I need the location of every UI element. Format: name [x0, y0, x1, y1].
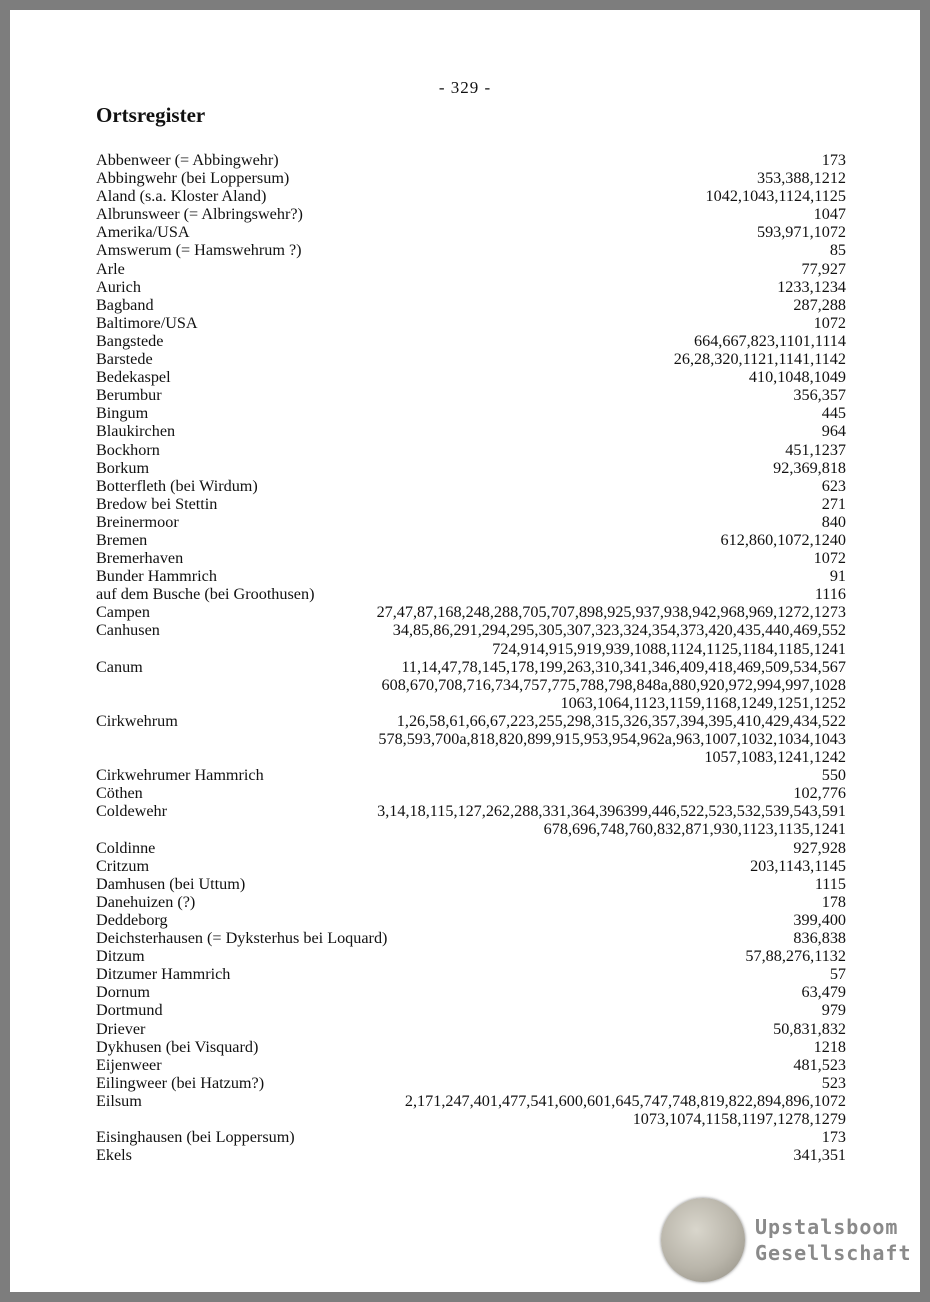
- place-name: Bockhorn: [96, 440, 160, 459]
- place-name: Canum: [96, 657, 143, 676]
- page-refs: 1218: [813, 1037, 846, 1056]
- page-refs: 356,357: [793, 386, 846, 405]
- page-refs: 271: [821, 494, 846, 513]
- page-refs: 523: [821, 1073, 846, 1092]
- index-entry: [96, 965, 846, 983]
- index-entry: [96, 223, 846, 241]
- place-name: Albrunsweer (= Albringswehr?): [96, 205, 303, 224]
- page-refs: 964: [821, 422, 846, 441]
- place-name: Eilsum: [96, 1091, 142, 1110]
- index-entry: [96, 549, 846, 567]
- logo-text: [755, 1214, 912, 1266]
- place-name: Cirkwehrumer Hammrich: [96, 766, 264, 785]
- place-name: Bagband: [96, 295, 154, 314]
- index-entry: [96, 875, 846, 893]
- place-name: Abbenweer (= Abbingwehr): [96, 151, 279, 169]
- index-entry: [96, 1146, 846, 1164]
- place-name: Botterfleth (bei Wirdum): [96, 476, 258, 495]
- page-refs: 445: [821, 404, 846, 423]
- page-refs: 1116: [814, 585, 846, 604]
- index-entry: [96, 260, 846, 278]
- page-refs: 410,1048,1049: [748, 368, 846, 387]
- place-name: Aland (s.a. Kloster Aland): [96, 187, 267, 206]
- seal-icon: [661, 1198, 745, 1282]
- index-entry: [96, 784, 846, 802]
- index-entry: [96, 603, 846, 621]
- page-refs: 623: [821, 476, 846, 495]
- place-name: Abbingwehr (bei Loppersum): [96, 169, 290, 188]
- page-refs-continued: 1073,1074,1158,1197,1278,1279: [632, 1109, 846, 1128]
- place-name: Dornum: [96, 983, 150, 1002]
- place-name: Cöthen: [96, 784, 143, 803]
- place-name: Coldewehr: [96, 802, 168, 821]
- index-entry: [96, 386, 846, 404]
- logo-line-1: Upstalsboom: [755, 1215, 899, 1239]
- place-name: Blaukirchen: [96, 422, 176, 441]
- page-refs: 50,831,832: [773, 1019, 846, 1038]
- index-entry: [96, 531, 846, 549]
- place-name: Barstede: [96, 350, 153, 369]
- place-name: Dykhusen (bei Visquard): [96, 1037, 259, 1056]
- index-entry: [96, 1020, 846, 1038]
- page-refs-continued: 1057,1083,1241,1242: [704, 748, 846, 767]
- page-refs: 91: [829, 567, 846, 586]
- place-name: Arle: [96, 259, 125, 278]
- page-refs: 979: [821, 1001, 846, 1020]
- place-name: Deichsterhausen (= Dyksterhus bei Loquard): [96, 929, 388, 948]
- page-refs: 341,351: [793, 1146, 846, 1165]
- page-refs: 1042,1043,1124,1125: [705, 187, 846, 206]
- place-name: Campen: [96, 603, 150, 622]
- index-entry: [96, 1074, 846, 1092]
- index-entry: [96, 1001, 846, 1019]
- page-refs-continued: 578,593,700a,818,820,899,915,953,954,962a,963,1007,1032,1034,1043: [378, 730, 846, 748]
- index-entry: [96, 278, 846, 296]
- index-entry: [96, 459, 846, 477]
- index-entry: [96, 169, 846, 187]
- place-name: Driever: [96, 1019, 146, 1038]
- page-refs: 34,85,86,291,294,295,305,307,323,324,354,373,420,435,440,469,552: [392, 621, 846, 640]
- place-name: Bremen: [96, 530, 148, 549]
- place-name: Critzum: [96, 856, 150, 875]
- page-refs: 11,14,47,78,145,178,199,263,310,341,346,409,418,469,509,534,567: [401, 657, 846, 676]
- index-entry: [96, 1038, 846, 1056]
- index-entry: [96, 151, 846, 169]
- place-name: Coldinne: [96, 838, 156, 857]
- index-entry: [96, 477, 846, 495]
- place-name: Breinermoor: [96, 512, 179, 531]
- index-entry: [96, 404, 846, 422]
- page-refs: 1233,1234: [777, 277, 846, 296]
- place-name: Amswerum (= Hamswehrum ?): [96, 241, 302, 260]
- place-name: Bingum: [96, 404, 149, 423]
- page-refs: 593,971,1072: [756, 223, 846, 242]
- place-name: Deddeborg: [96, 910, 168, 929]
- page-refs: 1047: [813, 205, 846, 224]
- index-entry: [96, 621, 846, 639]
- index-entry: [96, 893, 846, 911]
- index-entry: [96, 802, 846, 820]
- place-name: Eilingweer (bei Hatzum?): [96, 1073, 265, 1092]
- index-entry: [96, 495, 846, 513]
- page-refs-continued: 608,670,708,716,734,757,775,788,798,848a,880,920,972,994,997,1028: [381, 675, 846, 694]
- place-name: Dortmund: [96, 1001, 163, 1020]
- index-entry: [96, 296, 846, 314]
- page-refs: 203,1143,1145: [750, 856, 846, 875]
- page-refs: 836,838: [793, 929, 846, 948]
- place-name: Borkum: [96, 458, 150, 477]
- place-name: Ditzumer Hammrich: [96, 965, 231, 984]
- place-name: Damhusen (bei Uttum): [96, 874, 246, 893]
- page-refs: 27,47,87,168,248,288,705,707,898,925,937,938,942,968,969,1272,1273: [376, 603, 846, 622]
- page-refs: 173: [821, 151, 846, 169]
- page-refs: 399,400: [793, 910, 846, 929]
- place-name: Bremerhaven: [96, 549, 184, 568]
- place-name: Bredow bei Stettin: [96, 494, 218, 513]
- page-refs: 178: [821, 892, 846, 911]
- page-frame: [10, 10, 920, 1292]
- index-entry: [96, 368, 846, 386]
- place-name: Aurich: [96, 277, 141, 296]
- index-entry: [96, 585, 846, 603]
- index-entry: [96, 205, 846, 223]
- index-entry: [96, 567, 846, 585]
- index-entry: [96, 766, 846, 784]
- index-entry: [96, 712, 846, 730]
- page-refs: 1072: [813, 313, 846, 332]
- page-refs: 85: [829, 241, 846, 260]
- page-refs: 1115: [814, 874, 846, 893]
- page-refs: 57,88,276,1132: [745, 947, 846, 966]
- page-refs: 664,667,823,1101,1114: [694, 331, 846, 350]
- index-entry: [96, 1128, 846, 1146]
- index-entry: [96, 332, 846, 350]
- index-entry: [96, 947, 846, 965]
- place-name: Cirkwehrum: [96, 711, 178, 730]
- page-refs: 451,1237: [785, 440, 846, 459]
- index-entry: [96, 1092, 846, 1110]
- index-list: [96, 151, 846, 1164]
- index-entry: [96, 983, 846, 1001]
- index-entry: [96, 422, 846, 440]
- place-name: Eijenweer: [96, 1055, 162, 1074]
- page-refs: 1,26,58,61,66,67,223,255,298,315,326,357,394,395,410,429,434,522: [396, 711, 846, 730]
- page-refs: 2,171,247,401,477,541,600,601,645,747,748,819,822,894,896,1072: [404, 1091, 846, 1110]
- page-refs: 63,479: [801, 983, 846, 1002]
- index-entry: [96, 187, 846, 205]
- page-refs-continued: 724,914,915,919,939,1088,1124,1125,1184,1185,1241: [492, 639, 846, 658]
- index-entry: [96, 839, 846, 857]
- page-refs: 1072: [813, 549, 846, 568]
- page-refs: 353,388,1212: [756, 169, 846, 188]
- index-entry: [96, 658, 846, 676]
- index-entry: [96, 857, 846, 875]
- place-name: auf dem Busche (bei Groothusen): [96, 585, 315, 604]
- index-entry: [96, 241, 846, 259]
- index-entry: [96, 513, 846, 531]
- index-entry: [96, 441, 846, 459]
- page-refs-continued: 1063,1064,1123,1159,1168,1249,1251,1252: [560, 693, 846, 712]
- page-refs: 287,288: [793, 295, 846, 314]
- index-entry: [96, 350, 846, 368]
- page-refs: 26,28,320,1121,1141,1142: [673, 350, 846, 369]
- page-title: Ortsregister: [96, 103, 206, 127]
- page-refs: 927,928: [793, 838, 846, 857]
- place-name: Ditzum: [96, 947, 145, 966]
- page-number: - 329 -: [438, 78, 492, 97]
- place-name: Bangstede: [96, 331, 164, 350]
- place-name: Bedekaspel: [96, 368, 171, 387]
- page-refs: 77,927: [801, 259, 846, 278]
- index-entry: [96, 1056, 846, 1074]
- place-name: Baltimore/USA: [96, 313, 198, 332]
- page-refs: 481,523: [793, 1055, 846, 1074]
- place-name: Eisinghausen (bei Loppersum): [96, 1128, 295, 1147]
- place-name: Berumbur: [96, 386, 162, 405]
- place-name: Amerika/USA: [96, 223, 190, 242]
- page-refs: 3,14,18,115,127,262,288,331,364,396399,446,522,523,532,539,543,591: [377, 802, 846, 821]
- page-refs: 102,776: [793, 784, 846, 803]
- page-refs: 612,860,1072,1240: [720, 530, 846, 549]
- place-name: Ekels: [96, 1146, 132, 1165]
- page-refs: 57: [829, 965, 846, 984]
- logo-line-2: Gesellschaft: [755, 1241, 912, 1265]
- place-name: Danehuizen (?): [96, 892, 196, 911]
- index-entry: [96, 911, 846, 929]
- page-refs: 550: [821, 766, 846, 785]
- place-name: Bunder Hammrich: [96, 567, 217, 586]
- page-refs: 840: [821, 512, 846, 531]
- index-entry: [96, 314, 846, 332]
- page-refs-continued: 678,696,748,760,832,871,930,1123,1135,1241: [543, 820, 846, 839]
- publisher-logo: [661, 1198, 912, 1282]
- place-name: Canhusen: [96, 621, 160, 640]
- index-entry: [96, 929, 846, 947]
- page-refs: 92,369,818: [773, 458, 846, 477]
- page-refs: 173: [821, 1128, 846, 1147]
